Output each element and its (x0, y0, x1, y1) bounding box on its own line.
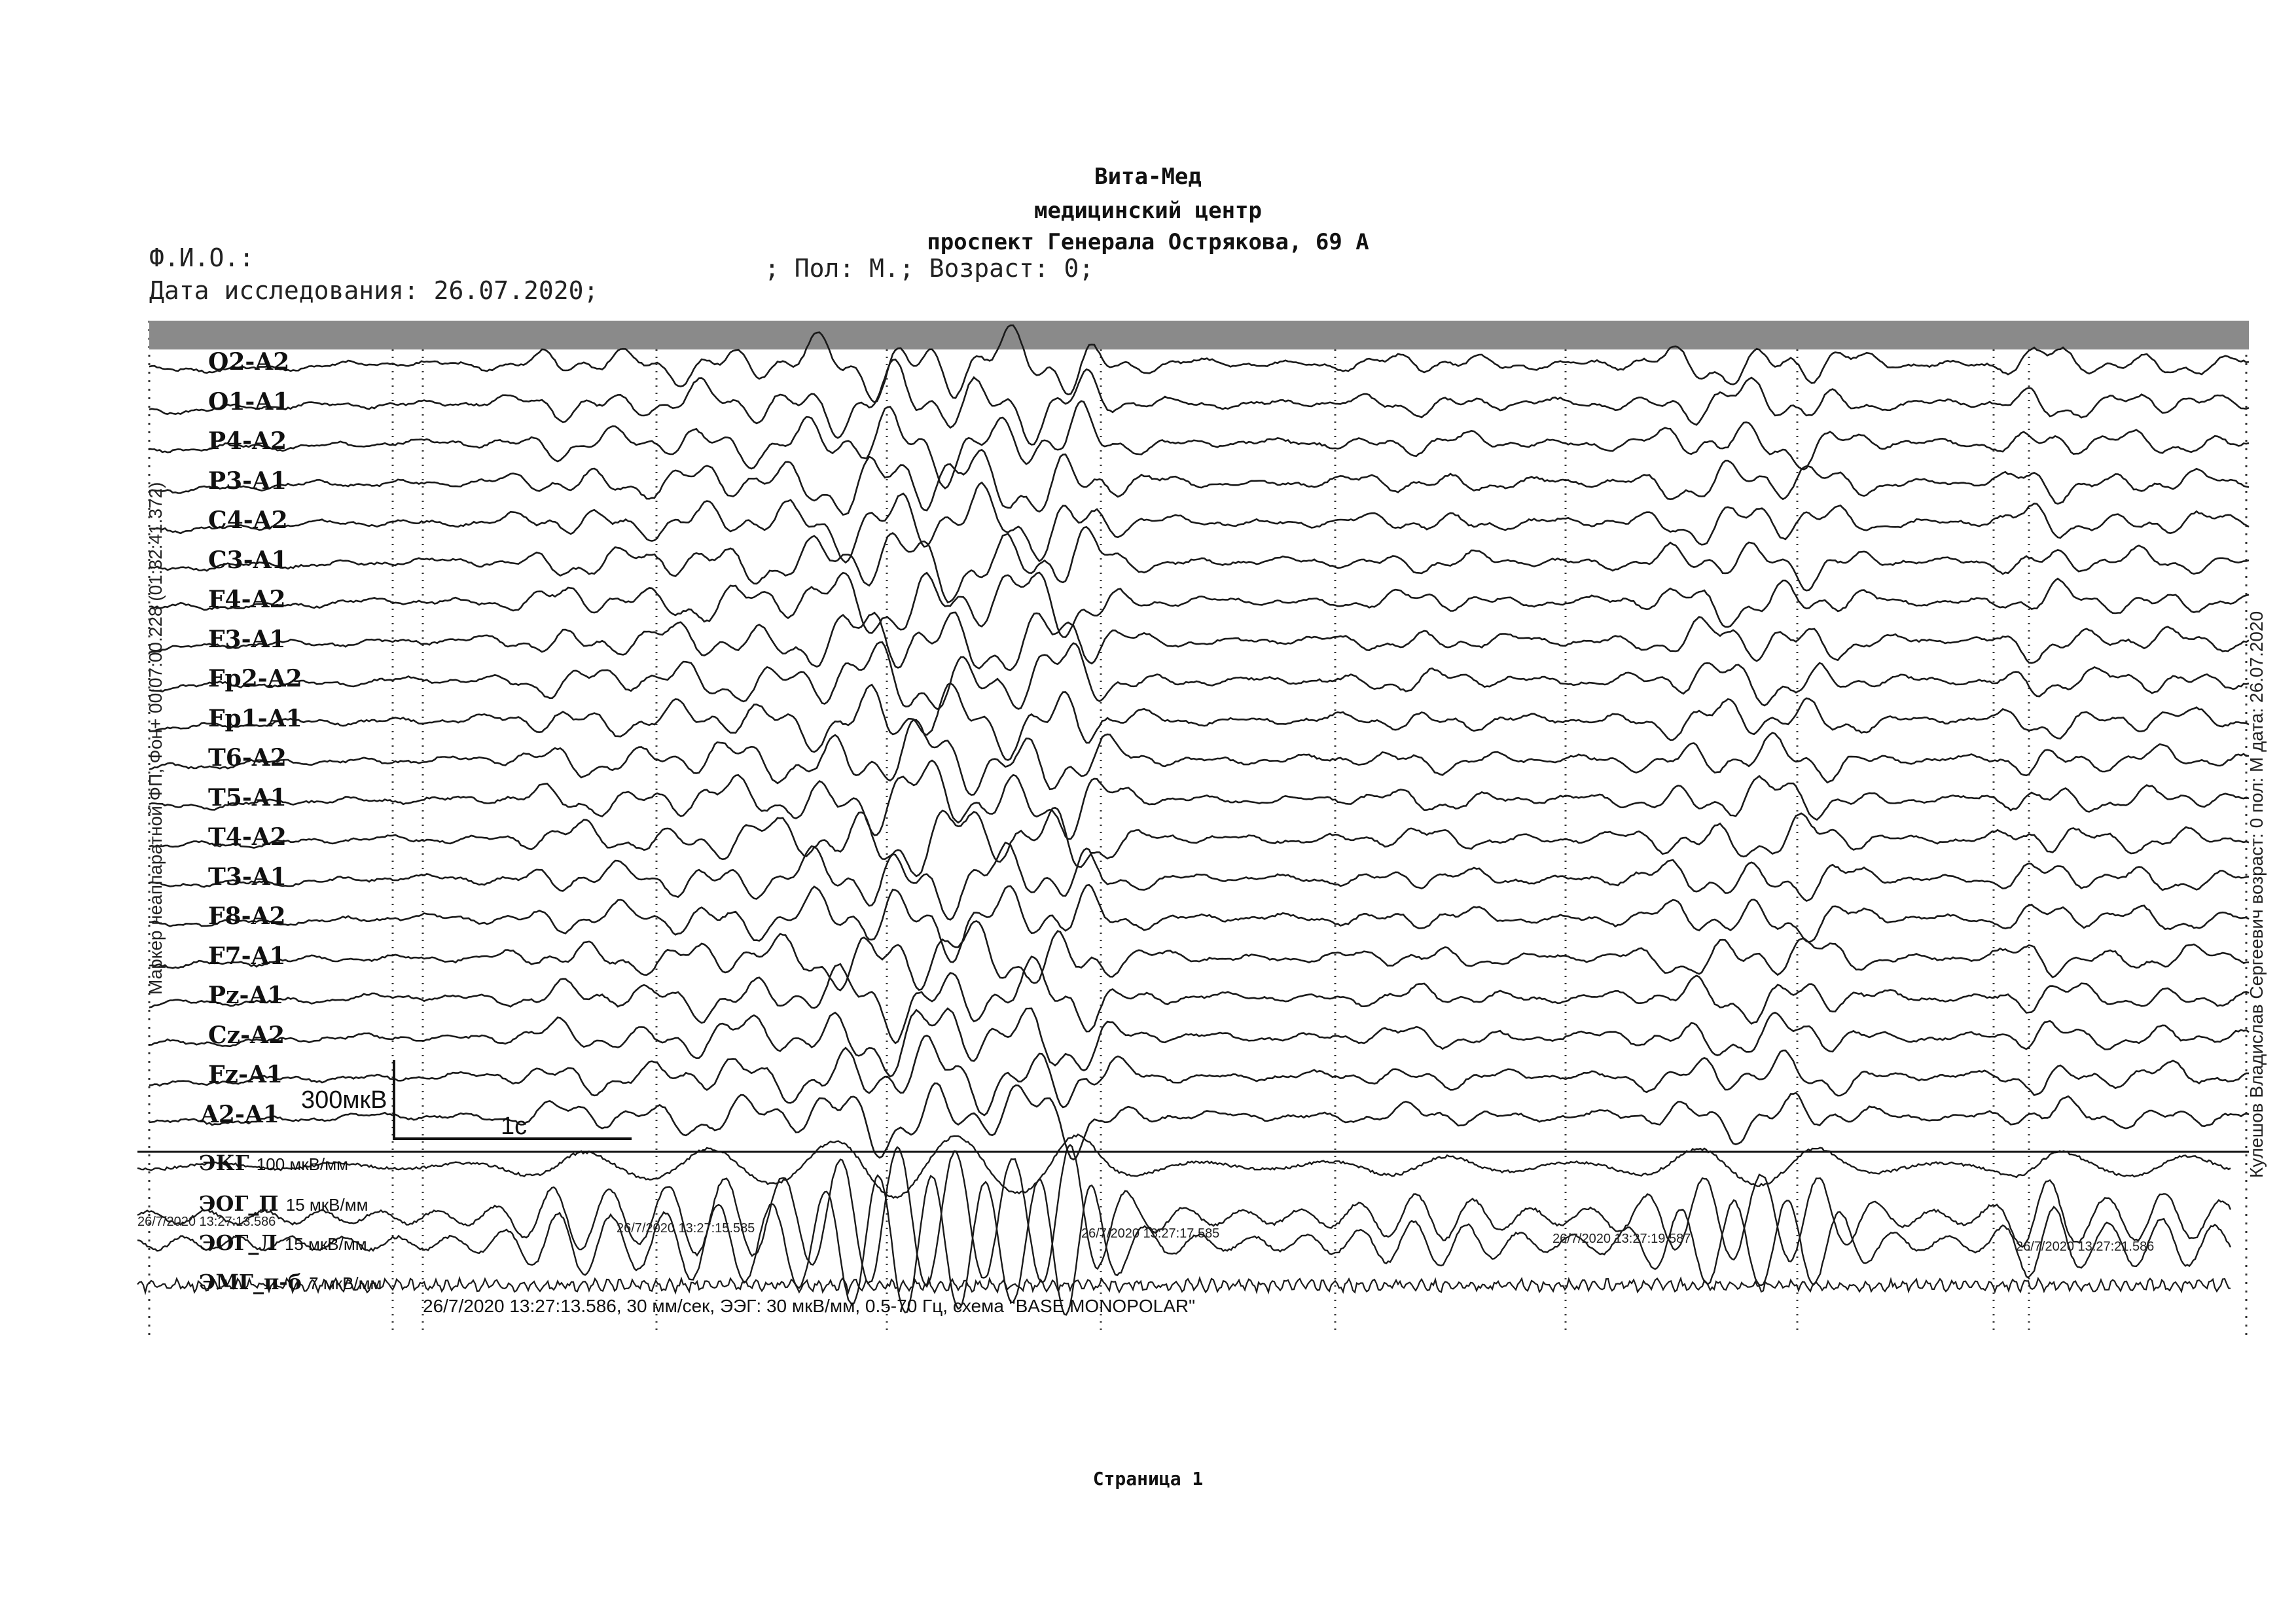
channel-label-f4-a2: F4-A2 (208, 586, 286, 613)
eeg-trace-fp2-a2 (149, 642, 2249, 709)
left-side-marker-text: Маркер неаппаратной ФП, Фон+ 00:07:00.228 (01:32:41.372) (145, 482, 166, 995)
channel-label-f3-a1: F3-A1 (208, 625, 286, 653)
channel-label-o1-a1: O1-A1 (208, 387, 290, 416)
eeg-trace-pz-a1 (149, 957, 2249, 1043)
channel-label-cz-a2: Cz-A2 (208, 1021, 285, 1049)
eeg-trace-fp1-a1 (149, 683, 2249, 760)
channel-label-t5-a1: T5-A1 (208, 783, 287, 812)
poly-trace-1 (137, 1135, 2231, 1198)
poly-trace-4 (137, 1278, 2231, 1293)
clinic-address: проспект Генерала Острякова, 69 А (927, 229, 1369, 255)
eeg-traces (149, 325, 2249, 1160)
poly-channel-unit: 15 мкВ/мм (285, 1195, 368, 1215)
channel-label-c4-a2: C4-A2 (208, 507, 288, 534)
poly-channel-label-1 (199, 1150, 348, 1175)
amplitude-scale: 300мкВ (301, 1086, 387, 1114)
eeg-trace-cz-a2 (149, 1008, 2249, 1077)
timestamp-5: 26/7/2020 13:27:21.586 (2016, 1240, 2155, 1254)
poly-channel-unit: 100 мкВ/мм (256, 1154, 348, 1174)
channel-label-fz-a1: Fz-A1 (208, 1061, 283, 1088)
time-grid (149, 321, 2246, 1335)
channel-label-o2-a2: O2-A2 (208, 348, 290, 376)
eeg-trace-t4-a2 (149, 808, 2249, 876)
channel-label-a2-a1: A2-A1 (200, 1100, 279, 1128)
patient-name-label: Ф.И.О.: (149, 243, 255, 272)
poly-channel-label-2 (199, 1191, 368, 1216)
eeg-trace-t6-a2 (149, 720, 2249, 795)
sex-age: ; Пол: М.; Возраст: 0; (764, 254, 1094, 283)
eeg-trace-t5-a1 (149, 760, 2249, 839)
channel-label-p4-a2: P4-A2 (208, 427, 287, 455)
timestamp-3: 26/7/2020 13:27:17.585 (1081, 1226, 1220, 1241)
eeg-trace-p4-a2 (149, 401, 2249, 488)
channel-label-t6-a2: T6-A2 (208, 744, 287, 772)
poly-channel-unit: 7 мкВ/мм (309, 1274, 382, 1293)
eeg-trace-fz-a1 (149, 1035, 2249, 1115)
timestamp-2: 26/7/2020 13:27:15.585 (617, 1221, 755, 1236)
channel-label-pz-a1: Pz-A1 (208, 982, 284, 1009)
page-number: Страница 1 (1092, 1468, 1204, 1489)
channel-label-f7-a1: F7-A1 (208, 942, 286, 970)
channel-label-fp2-a2: Fp2-A2 (208, 665, 302, 692)
channel-label-fp1-a1: Fp1-A1 (208, 704, 302, 732)
poly-channel-name: ЭМГ_п-б (199, 1270, 310, 1294)
eeg-trace-f4-a2 (149, 573, 2249, 637)
poly-channel-name: ЭОГ_Л (199, 1230, 285, 1255)
poly-channel-label-3 (199, 1230, 367, 1255)
channel-label-t3-a1: T3-A1 (208, 863, 287, 891)
eeg-trace-f3-a1 (149, 613, 2249, 670)
timestamp-4: 26/7/2020 13:27:19.587 (1552, 1232, 1691, 1246)
poly-channel-unit: 15 мкВ/мм (284, 1234, 367, 1254)
study-date: Дата исследования: 26.07.2020; (149, 276, 599, 305)
time-scale: 1с (501, 1113, 528, 1140)
recording-parameters: 26/7/2020 13:27:13.586, 30 мм/сек, ЭЭГ: 30 мкВ/мм, 0.5-70 Гц, схема "BASE MONOPOLAR" (423, 1296, 1196, 1316)
eeg-trace-o1-a1 (149, 359, 2249, 444)
channel-label-t4-a2: T4-A2 (208, 823, 287, 851)
eeg-trace-f8-a2 (149, 885, 2249, 962)
channel-label-p3-a1: P3-A1 (208, 467, 287, 495)
eeg-trace-c4-a2 (149, 482, 2249, 562)
eeg-trace-c3-a1 (149, 527, 2249, 602)
poly-traces (137, 1135, 2231, 1315)
poly-channel-name: ЭОГ_П (199, 1191, 286, 1216)
top-shade-band (149, 321, 2249, 349)
timestamp-1: 26/7/2020 13:27:13.586 (137, 1215, 276, 1229)
right-side-patient-text: Кулешов Владислав Сергеевич возраст: 0 пол: М дата: 26.07.2020 (2246, 611, 2267, 1178)
clinic-name: Вита-Мед (1094, 164, 1202, 190)
eeg-trace-p3-a1 (149, 450, 2249, 514)
poly-channel-label-4 (199, 1270, 382, 1294)
channel-label-f8-a2: F8-A2 (208, 902, 286, 930)
eeg-trace-a2-a1 (149, 1084, 2249, 1160)
poly-channel-name: ЭКГ (199, 1150, 257, 1175)
poly-trace-3 (137, 1175, 2231, 1315)
channel-label-c3-a1: C3-A1 (208, 546, 288, 574)
clinic-type: медицинский центр (1034, 198, 1262, 224)
eeg-trace-t3-a1 (149, 843, 2249, 920)
eeg-trace-f7-a1 (149, 921, 2249, 991)
